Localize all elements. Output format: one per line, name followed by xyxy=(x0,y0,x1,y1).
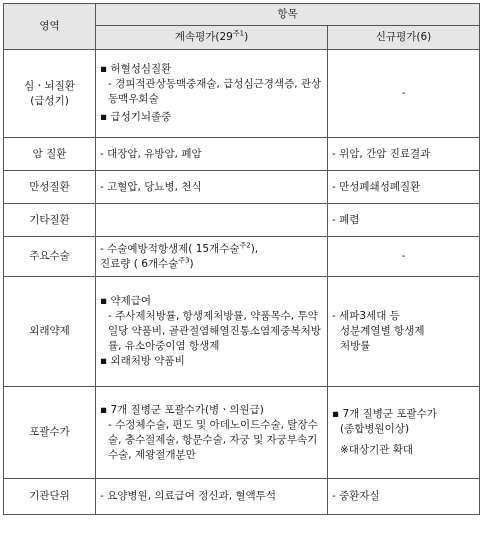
surgery-line-2: 진료량 ( 6개수술$^{주3}$) xyxy=(100,256,194,270)
bullet-line: ▪ 외래처방 약품비 xyxy=(100,355,185,367)
table-row xyxy=(4,277,480,387)
area-cell: 포괄수가 xyxy=(4,387,96,479)
header-row-top xyxy=(4,4,480,26)
area-cell: 기타질환 xyxy=(4,204,96,237)
area-cell: 암 질환 xyxy=(4,138,96,171)
continuing-cell: - 요양병원, 의료급여 정신과, 혈액투석 xyxy=(96,479,328,515)
table-row xyxy=(4,138,480,171)
bullet-line: ▪ 허혈성심질환 xyxy=(100,63,172,75)
continuing-cell xyxy=(96,50,328,138)
evaluation-table xyxy=(3,3,480,515)
table-row xyxy=(4,171,480,204)
new-cell: - 위암, 간암 진료결과 xyxy=(328,138,480,171)
table-row xyxy=(4,237,480,277)
table-row xyxy=(4,387,480,479)
table-row xyxy=(4,204,480,237)
area-cell: 외래약제 xyxy=(4,277,96,387)
dash-line: - 주사제처방률, 항생제처방률, 약품목수, 투약일당 약품비, 골관절염해열진통소염제중복처방률, 유소아중이염 항생제 xyxy=(108,310,321,352)
dash-line: - 경피적관상동맥중재술, 급성심근경색증, 관상동맥우회술 xyxy=(108,78,322,105)
continuing-cell: - 대장암, 유방암, 폐암 xyxy=(96,138,328,171)
continuing-cell: - 고혈압, 당뇨병, 천식 xyxy=(96,171,328,204)
header-item: 항목 xyxy=(96,4,480,26)
continuing-cell xyxy=(96,204,328,237)
new-cell: - 폐렴 xyxy=(328,204,480,237)
new-line: ▪ 7개 질병군 포괄수가 xyxy=(332,408,437,420)
bullet-line: ▪ 7개 질병군 포괄수가(병ㆍ의원급) xyxy=(100,403,264,416)
new-line: 처방률 xyxy=(340,340,371,352)
header-new: 신규평가(6) xyxy=(328,26,480,50)
new-cell: - xyxy=(328,50,480,138)
new-cell: - 만성폐쇄성폐질환 xyxy=(328,171,480,204)
continuing-cell xyxy=(96,277,328,387)
new-cell xyxy=(328,387,480,479)
area-line: (급성기) xyxy=(30,94,69,107)
header-continuing: 계속평가$(29^{주1})$ xyxy=(96,26,328,50)
new-line: ※대상기관 확대 xyxy=(340,444,413,456)
new-cell: - xyxy=(328,237,480,277)
continuing-cell xyxy=(96,237,328,277)
dash-line: - 수정체수술, 편도 및 아데노이드수술, 탈장수술, 충수절제술, 항문수술, 자궁 및 자궁부속기 수술, 제왕절개분만 xyxy=(108,418,318,461)
table-row xyxy=(4,479,480,515)
new-cell: - 중환자실 xyxy=(328,479,480,515)
table-row xyxy=(4,50,480,138)
new-line: 성분계열별 항생제 xyxy=(340,325,425,337)
area-line: 심ㆍ뇌질환 xyxy=(24,79,75,92)
area-cell: 만성질환 xyxy=(4,171,96,204)
header-area: 영역 xyxy=(4,4,96,50)
area-cell: 주요수술 xyxy=(4,237,96,277)
bullet-line: ▪ 약제급여 xyxy=(100,295,152,307)
new-cell xyxy=(328,277,480,387)
evaluation-table-wrapper xyxy=(3,3,479,515)
area-cell xyxy=(4,50,96,138)
new-line: (종합병원이상) xyxy=(340,423,410,435)
bullet-line: ▪ 급성기뇌졸중 xyxy=(100,111,172,123)
new-line: - 세파3세대 등 xyxy=(332,310,400,322)
area-cell: 기관단위 xyxy=(4,479,96,515)
surgery-line-1: - 수술예방적항생제( 15개수술$^{주2}$), xyxy=(100,241,259,255)
continuing-cell xyxy=(96,387,328,479)
